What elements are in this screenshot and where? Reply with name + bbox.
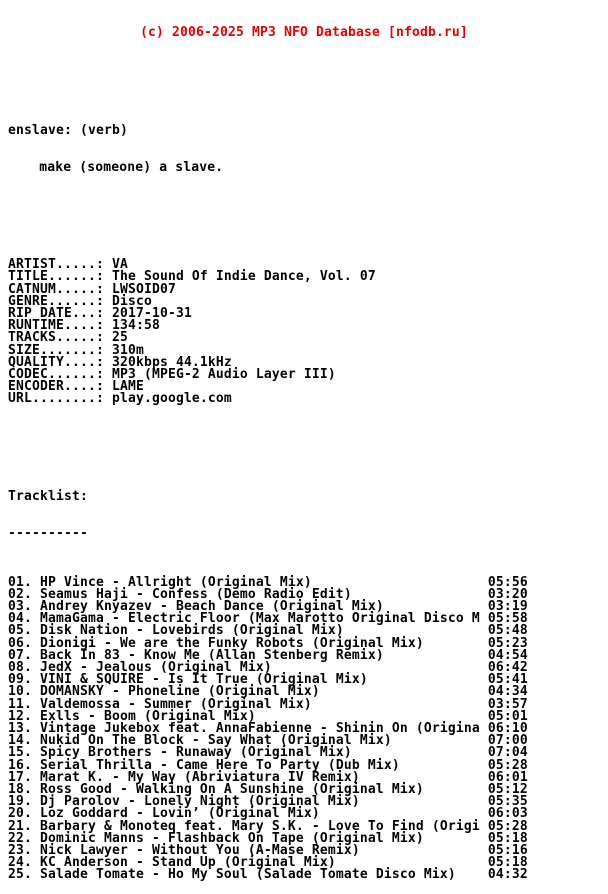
track-title: Nukid On The Block - Say What (Original Mix) [40,733,488,749]
track-title: HP Vince - Allright (Original Mix) [40,574,488,590]
track-duration: 07:04 [487,745,528,761]
track-number: 01. [8,574,40,590]
metadata-label: CATNUM.....: [8,281,112,297]
spacer [8,76,608,88]
track-duration: 05:01 [487,708,528,724]
metadata-value: 320kbps 44.1kHz [111,354,232,370]
track-number: 17. [8,769,40,785]
metadata-value: 134:58 [111,318,160,334]
track-number: 15. [8,745,40,761]
track-number: 23. [8,842,40,858]
track-title: Serial Thrilla - Came Here To Party (Dub Mix) [40,757,488,773]
track-duration: 03:20 [487,586,528,602]
track-duration: 05:48 [487,623,528,639]
metadata-value: 310m [111,342,144,358]
track-duration: 05:18 [487,830,528,846]
track-number: 02. [8,586,40,602]
track-title: Valdemossa - Summer (Original Mix) [40,696,488,712]
tracklist-heading: Tracklist: [8,489,88,505]
metadata-label: QUALITY....: [8,354,112,370]
definition-meaning: make (someone) a slave. [39,159,224,175]
track-title: Spicy Brothers - Runaway (Original Mix) [40,745,488,761]
track-title: Ross Good - Walking On A Sunshine (Original Mix) [40,781,488,797]
track-duration: 06:10 [487,720,528,736]
release-metadata [8,259,608,405]
track-number: 12. [8,708,40,724]
track-number: 21. [8,818,40,834]
track-duration: 06:03 [487,806,528,822]
metadata-value: play.google.com [111,391,232,407]
track-duration: 05:28 [487,757,528,773]
metadata-label: ARTIST.....: [8,257,112,273]
track-number: 05. [8,623,40,639]
track-title: Disk Nation - Lovebirds (Original Mix) [40,623,488,639]
track-number: 07. [8,647,40,663]
metadata-label: RUNTIME....: [8,318,112,334]
track-duration: 03:19 [487,598,528,614]
track-number: 04. [8,611,40,627]
spacer [8,442,608,454]
tracklist-underline: ---------- [8,525,88,541]
track-duration: 05:23 [487,635,528,651]
track-number: 11. [8,696,40,712]
track-title: KC Anderson - Stand Up (Original Mix) [40,855,488,871]
nfo-db-header: (c) 2006-2025 MP3 NFO Database [nfodb.ru] [140,25,468,41]
track-title: Marat K. - My Way (Abriviatura IV Remix) [40,769,488,785]
metadata-label: CODEC......: [8,367,112,383]
metadata-label: TITLE......: [8,269,112,285]
track-title: Andrey Knyazev - Beach Dance (Original Mix) [40,598,488,614]
metadata-value: VA [111,257,128,273]
track-duration: 03:57 [487,696,528,712]
track-duration: 05:56 [487,574,528,590]
track-duration: 05:41 [487,672,528,688]
track-title: Dionigi - We are the Funky Robots (Original Mix) [40,635,488,651]
metadata-label: SIZE.......: [8,342,112,358]
metadata-label: URL........: [8,391,112,407]
track-duration: 04:32 [487,867,528,883]
track-number: 22. [8,830,40,846]
track-title: JedX - Jealous (Original Mix) [40,659,488,675]
metadata-value: LAME [111,379,144,395]
track-number: 14. [8,733,40,749]
track-duration: 06:01 [487,769,528,785]
track-duration: 05:18 [487,855,528,871]
track-duration: 04:34 [487,684,528,700]
track-title: Dj Parolov - Lonely Night (Original Mix) [40,794,488,810]
track-title: Loz Goddard - Lovin’ (Original Mix) [40,806,488,822]
metadata-label: TRACKS.....: [8,330,112,346]
track-number: 03. [8,598,40,614]
track-number: 08. [8,659,40,675]
metadata-value: Disco [111,293,152,309]
metadata-label: GENRE......: [8,293,112,309]
metadata-value: 25 [111,330,128,346]
track-duration: 05:35 [487,794,528,810]
metadata-row [8,393,608,405]
track-title: Nick Lawyer - Without You (A-Mase Remix) [40,842,488,858]
track-title: Seamus Haji - Confess (Demo Radio Edit) [40,586,488,602]
track-number: 24. [8,855,40,871]
track-duration: 06:42 [487,659,528,675]
metadata-value: 2017-10-31 [111,306,192,322]
track-title: Salade Tomate - Ho My Soul (Salade Tomate Disco Mix) [40,867,488,883]
track-title: DOMANSKY - Phoneline (Original Mix) [40,684,488,700]
spacer [8,210,608,222]
track-title: Barbary & Monoteq feat. Mary S.K. - Love To Find (Origi [40,818,488,834]
track-number: 18. [8,781,40,797]
track-number: 20. [8,806,40,822]
track-number: 25. [8,867,40,883]
track-number: 13. [8,720,40,736]
track-title: Dominic Manns - Flashback On Tape (Original Mix) [40,830,488,846]
track-number: 06. [8,635,40,651]
track-title: VINI & SQUIRE - Is It True (Original Mix) [40,672,488,688]
metadata-value: LWSOID07 [111,281,176,297]
tracklist [8,574,608,883]
track-title: MamaGama - Electric Floor (Max Marotto Original Disco M [40,611,488,627]
track-number: 19. [8,794,40,810]
track-duration: 05:16 [487,842,528,858]
metadata-label: ENCODER....: [8,379,112,395]
track-title: Exlls - Boom (Original Mix) [40,708,488,724]
track-number: 16. [8,757,40,773]
metadata-value: MP3 (MPEG-2 Audio Layer III) [111,367,336,383]
metadata-value: The Sound Of Indie Dance, Vol. 07 [111,269,376,285]
track-row [8,869,608,881]
track-title: Vintage Jukebox feat. AnnaFabienne - Shinin On (Origina [40,720,488,736]
track-duration: 05:12 [487,781,528,797]
track-number: 09. [8,672,40,688]
track-duration: 05:28 [487,818,528,834]
track-title: Back In 83 - Know Me (Allan Stenberg Remix) [40,647,488,663]
track-number: 10. [8,684,40,700]
definition-term: enslave: (verb) [8,123,128,139]
metadata-label: RIP DATE...: [8,306,112,322]
track-duration: 07:00 [487,733,528,749]
track-duration: 05:58 [487,611,528,627]
track-duration: 04:54 [487,647,528,663]
